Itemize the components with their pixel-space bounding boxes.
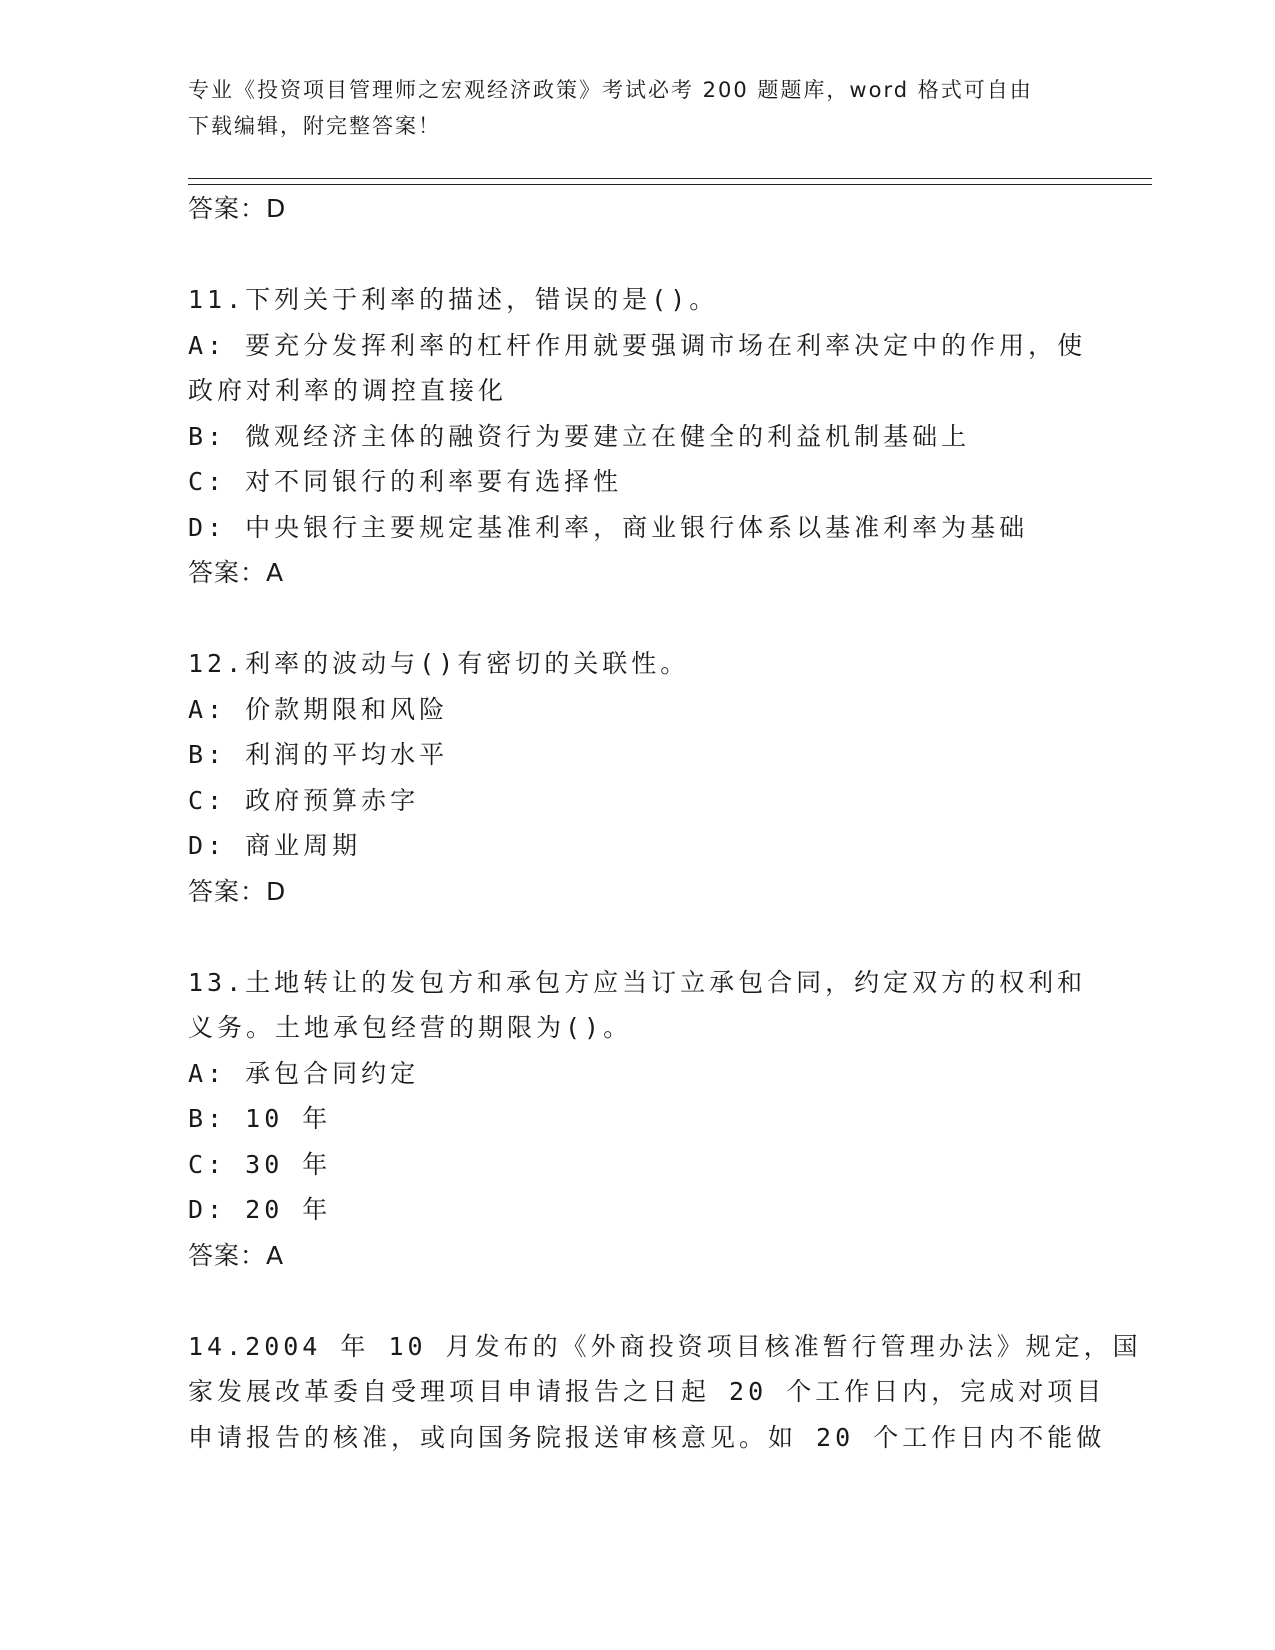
answer-line: 答案：D bbox=[188, 194, 287, 223]
option-b: B: 10 年 bbox=[188, 1104, 332, 1133]
option-b: B: 微观经济主体的融资行为要建立在健全的利益机制基础上 bbox=[188, 421, 971, 451]
option-a: A: 承包合同约定 bbox=[188, 1058, 420, 1088]
question-stem: 12.利率的波动与()有密切的关联性。 bbox=[188, 649, 690, 678]
option-d: D: 20 年 bbox=[188, 1195, 332, 1224]
answer-line: 答案：A bbox=[188, 1240, 285, 1270]
header-line-1: 专业《投资项目管理师之宏观经济政策》考试必考 200 题题库，word 格式可自由 bbox=[188, 78, 1033, 102]
document-header bbox=[188, 72, 1068, 144]
option-a: A: 要充分发挥利率的杠杆作用就要强调市场在利率决定中的作用，使 bbox=[188, 330, 1087, 360]
question-11 bbox=[188, 277, 1088, 596]
header-divider-bottom bbox=[188, 184, 1152, 185]
question-stem-continued: 申请报告的核准，或向国务院报送审核意见。如 20 个工作日内不能做 bbox=[188, 1422, 1106, 1452]
question-stem-continued: 家发展改革委自受理项目申请报告之日起 20 个工作日内，完成对项目 bbox=[188, 1377, 1106, 1406]
question-12 bbox=[188, 641, 1088, 914]
question-stem-continued: 义务。土地承包经营的期限为()。 bbox=[188, 1013, 633, 1042]
answer-line: 答案：D bbox=[188, 876, 287, 906]
option-d: D: 中央银行主要规定基准利率，商业银行体系以基准利率为基础 bbox=[188, 512, 1029, 542]
option-c: C: 30 年 bbox=[188, 1149, 332, 1179]
option-c: C: 对不同银行的利率要有选择性 bbox=[188, 467, 623, 496]
question-stem: 11.下列关于利率的描述，错误的是()。 bbox=[188, 285, 719, 314]
option-a: A: 价款期限和风险 bbox=[188, 694, 449, 724]
answer-line: 答案：A bbox=[188, 558, 285, 587]
option-b: B: 利润的平均水平 bbox=[188, 740, 449, 769]
question-stem: 14.2004 年 10 月发布的《外商投资项目核准暂行管理办法》规定，国 bbox=[188, 1331, 1142, 1361]
question-list bbox=[188, 186, 1142, 1460]
option-c: C: 政府预算赤字 bbox=[188, 785, 420, 815]
header-line-2: 下载编辑，附完整答案！ bbox=[188, 114, 441, 138]
option-d: D: 商业周期 bbox=[188, 831, 362, 860]
header-divider-top bbox=[188, 178, 1152, 179]
question-stem: 13.土地转让的发包方和承包方应当订立承包合同，约定双方的权利和 bbox=[188, 967, 1087, 997]
option-a-continued: 政府对利率的调控直接化 bbox=[188, 376, 508, 405]
question-14 bbox=[188, 1324, 1142, 1461]
question-13 bbox=[188, 960, 1088, 1279]
